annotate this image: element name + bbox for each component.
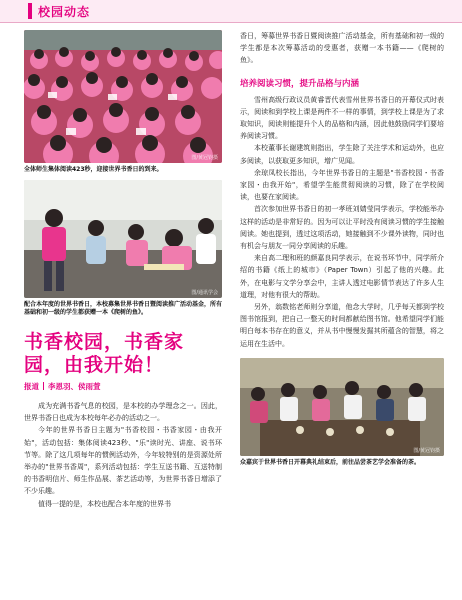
body-paragraph: 雪州高级行政议员黄睿晋代表雪州世界书香日的开幕仪式时表示，阅读和到学校上课是两件不一样的事情，到学校上课是为了求取知识，阅读则能提升个人的品格和内涵，因此他鼓励同学们要培养阅读习惯。 — [240, 95, 444, 141]
section-header — [0, 0, 462, 23]
byline-names: 李恩羽、侯雨萱 — [48, 382, 101, 391]
photo-caption: 众嘉宾于世界书香日开幕典礼结束后，前往品尝茶艺学会准备的茶。 — [240, 458, 421, 466]
left-column — [24, 30, 222, 510]
body-paragraph: 余琼凤校长指出，今年世界书香日的主题是"书香校园・书香家园・由我开始"，希望学生能贯彻阅读的习惯，除了在学校阅读，也要在家阅读。 — [240, 168, 444, 202]
book-gift-photo-art — [24, 180, 222, 298]
photo-credit: 图/黄冠钧摄 — [413, 447, 440, 454]
body-paragraph: 值得一提的是，本校也配合本年度的世界书 — [38, 499, 171, 508]
assembly-photo-art — [24, 30, 222, 163]
byline-divider — [43, 382, 44, 390]
body-paragraph: 本校董事长谢建筑则指出，学生除了关注学术和运动外，也应多阅读，以获取更多知识，增广见闻。 — [240, 144, 444, 165]
section-title: 校园动态 — [38, 5, 91, 19]
right-column — [240, 30, 444, 473]
body-paragraph: 另外，翁数铭老师则分享道，他念大学时，几乎每天都到学校图书馆报到，把自己一整天的时间都献给图书馆。他希望同学们能明白每本书存在的意义，并从书中慢慢发掘其所蕴含的智慧，将之运用在生活中。 — [240, 303, 444, 348]
body-paragraph: 来自高二理和班的颜嘉良同学表示，在说书环节中，同学所介绍的书籍《纸上的城市》（Paper Town）引起了他的兴趣。此外，在电影与文学分享会中，主讲人透过电影情节表达了许多人生道理，对他有很大的帮助。 — [240, 254, 444, 299]
photo-credit: 图/通讯学会 — [191, 290, 218, 296]
guests-tea-photo-art — [240, 358, 444, 456]
assembly-photo — [24, 30, 222, 163]
guests-tea-photo — [240, 358, 444, 456]
byline-label: 报道 — [24, 382, 39, 391]
body-paragraph: 成为充满书香气息的校园，是本校的办学理念之一。因此，世界书香日也成为本校每年必办的活动之一。 — [24, 402, 222, 423]
section-marker — [28, 3, 32, 19]
body-paragraph: 首次参加世界书香日的初一孝班刘婧莹同学表示，学校能举办这样的活动是非常好的。因为可以让平时没有阅读习惯的学生接触阅读。她也提到，透过这项活动，她接触到不少课外读物，同时也有机会与朋友一同分享阅读的乐趣。 — [240, 205, 444, 251]
photo-credit: 图/黄冠钧摄 — [191, 155, 218, 161]
article-headline: 书香校园，书香家园，由我开始！ — [24, 331, 185, 376]
book-gift-photo — [24, 180, 222, 298]
byline — [24, 381, 222, 392]
article-subheading: 培养阅读习惯，提升品格与内涵 — [240, 78, 360, 89]
body-paragraph: 今年的世界书香日主题为"书香校园・书香家园・由我开始"，活动包括：集体阅读423秒、"乐"读时光、讲座、说书环节等。除了这几项每年的惯例活动外，今年较特别的是资源处所举办的"世界书香周"，系列活动包括：学生互送书籍、互送特制的书香明信片、师生作品展、茶艺活动等，为世界书香日增添了不少乐趣。 — [24, 426, 222, 496]
photo-caption: 全体师生集体阅读423秒，迎接世界书香日的到来。 — [24, 166, 163, 173]
photo-caption: 配合本年度的世界书香日，本校募集世界书香日暨阅读推广活动基金，所有基础和初一级的学生都获赠一本《爬树的鱼》。 — [24, 301, 223, 316]
body-paragraph: 香日，筹募世界书香日暨阅读推广活动基金，所有基础和初一级的学生都是本次筹募活动的受惠者，获赠一本书籍——《爬树的鱼》。 — [240, 32, 444, 65]
